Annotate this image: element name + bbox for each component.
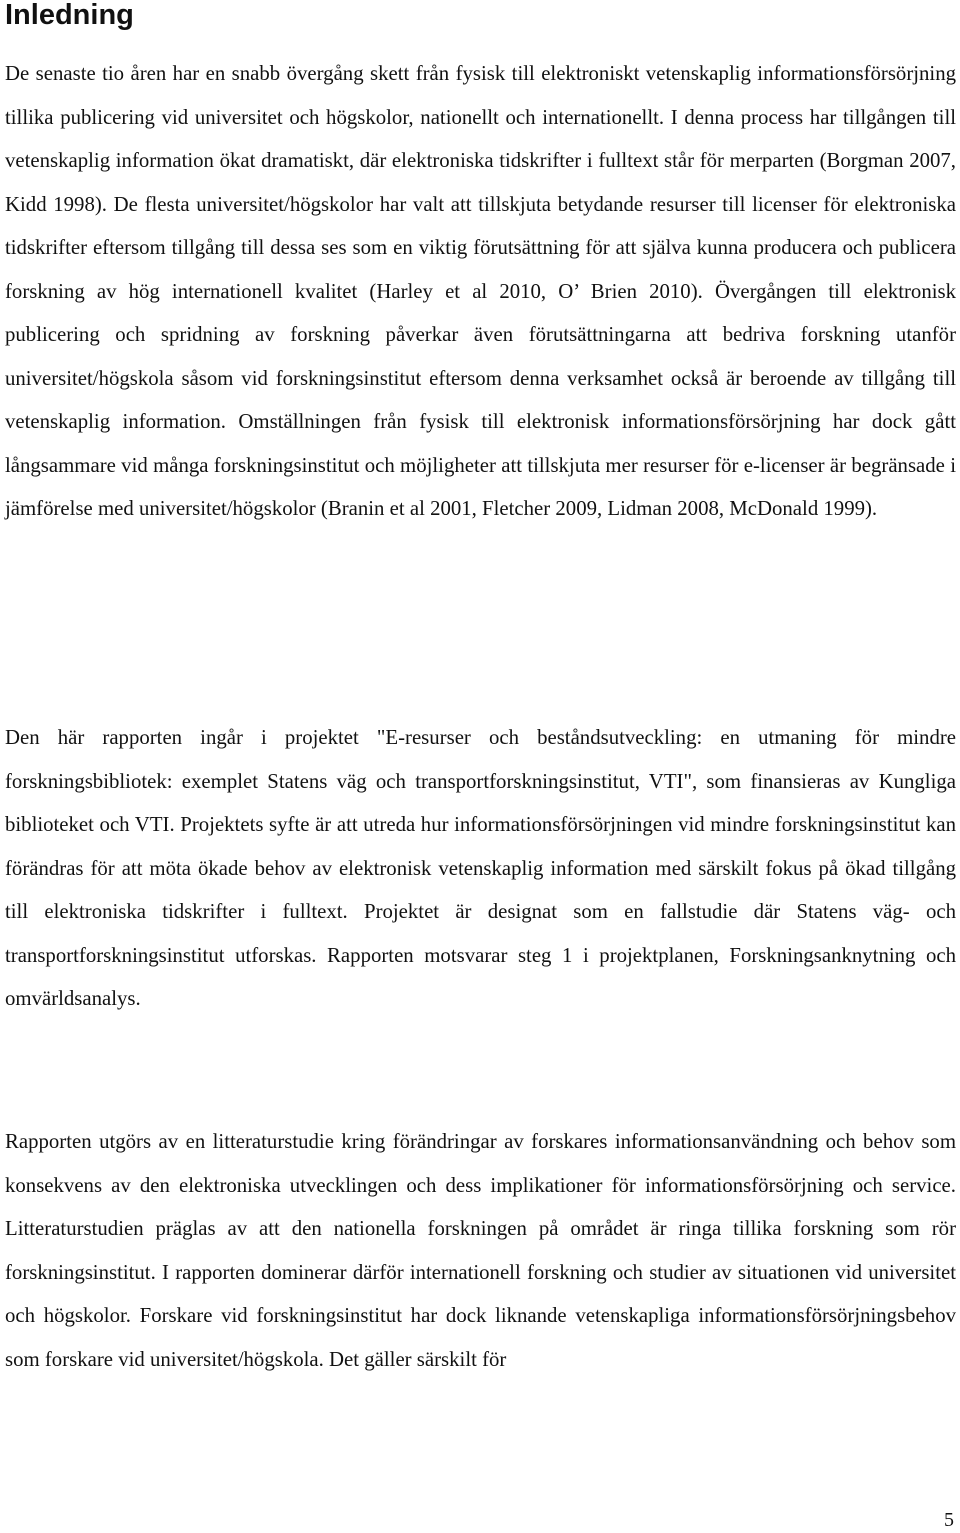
paragraph-1: De senaste tio åren har en snabb övergång skett från fysisk till elektroniskt vetenskaplig informationsförsörjning tillika publicering vid universitet och högskolor, nationellt och internationellt. I denna process har tillgången till vetenskaplig information ökat dramatiskt, där elektroniska tidskrifter i fulltext står för merparten (Borgman 2007, Kidd 1998). De flesta universitet/högskolor har valt att tillskjuta betydande resurser till licenser för elektroniska tidskrifter eftersom tillgång till dessa ses som en viktig förutsättning för att själva kunna producera och publicera forskning av hög internationell kvalitet (Harley et al 2010, O’ Brien 2010). Övergången till elektronisk publicering och spridning av forskning påverkar även förutsättningarna att bedriva forskning utanför universitet/högskola såsom vid forskningsinstitut eftersom denna verksamhet också är beroende av tillgång till vetenskaplig information. Omställningen från fysisk till elektronisk informationsförsörjning har dock gått långsammare vid många forskningsinstitut och möjligheter att tillskjuta mer resurser för e-licenser är begränsade i jämförelse med universitet/högskolor (Branin et al 2001, Fletcher 2009, Lidman 2008, McDonald 1999). xyxy=(5,62,956,520)
page-number: 5 xyxy=(944,1509,954,1531)
paragraph-2: Den här rapporten ingår i projektet "E-resurser och beståndsutveckling: en utmaning för mindre forskningsbibliotek: exemplet Statens väg och transportforskningsinstitut, VTI", som finansieras av Kungliga biblioteket och VTI. Projektets syfte är att utreda hur informationsförsörjningen vid mindre forskningsinstitut kan förändras för att möta ökade behov av elektronisk vetenskaplig information med särskilt fokus på ökad tillgång till elektroniska tidskrifter i fulltext. Projektet är designat som en fallstudie där Statens väg- och transportforskningsinstitut utforskas. Rapporten motsvarar steg 1 i projektplanen, Forskningsanknytning och omvärldsanalys. xyxy=(5,726,956,1010)
paragraph-3: Rapporten utgörs av en litteraturstudie kring förändringar av forskares informationsanvändning och behov som konsekvens av den elektroniska utvecklingen och dess implikationer för informationsförsörjning och service. Litteraturstudien präglas av att den nationella forskningen på området är ringa tillika forskning som rör forskningsinstitut. I rapporten dominerar därför internationell forskning och studier av situationen vid universitet och högskolor. Forskare vid forskningsinstitut har dock liknande vetenskapliga informationsförsörjningsbehov som forskare vid universitet/högskola. Det gäller särskilt för xyxy=(5,1130,956,1371)
section-heading: Inledning xyxy=(5,0,134,31)
